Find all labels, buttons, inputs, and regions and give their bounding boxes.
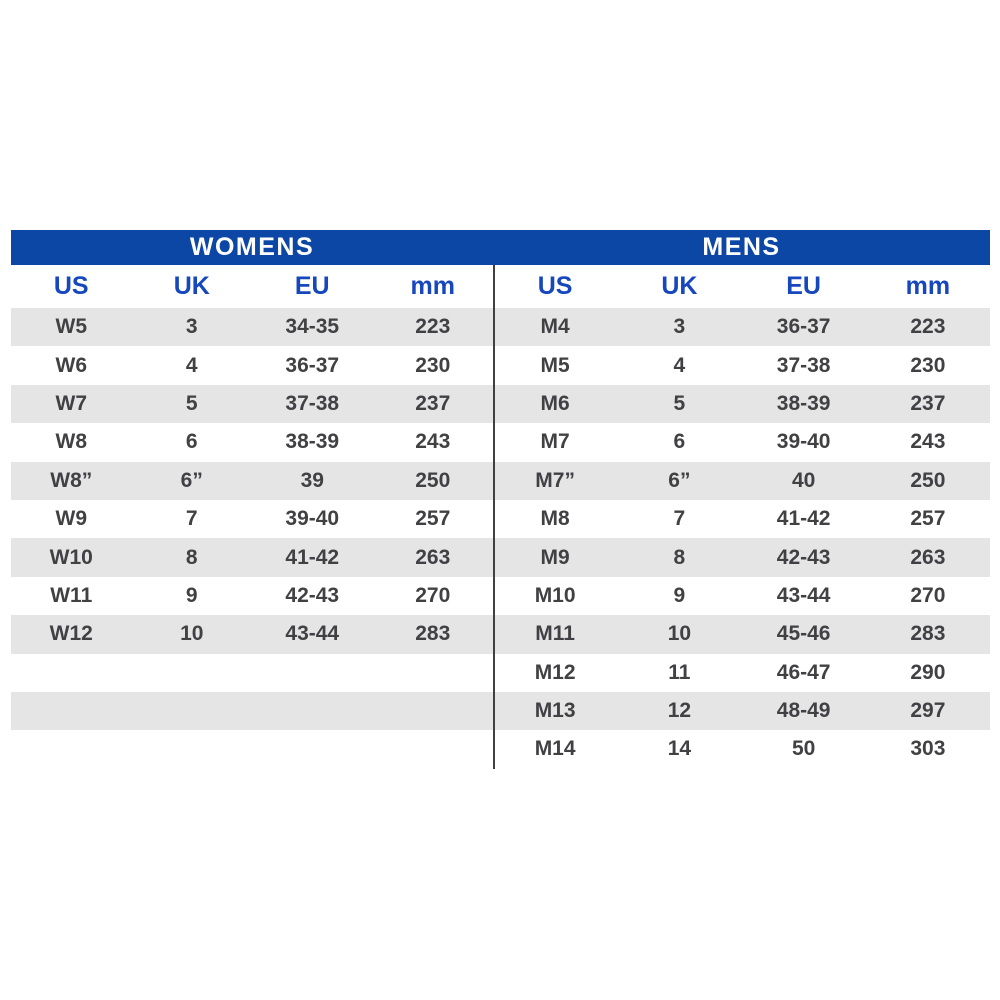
cell-eu: 36-37 xyxy=(285,353,340,377)
cell-mm: 243 xyxy=(415,430,451,454)
mens-row-cells xyxy=(493,538,990,576)
cell-eu: 41-42 xyxy=(285,545,340,569)
cell-mm: 243 xyxy=(910,430,946,454)
cell-us: M7” xyxy=(535,468,575,492)
cell-mm: 270 xyxy=(910,583,946,607)
cell-mm: 230 xyxy=(415,353,451,377)
mens-row-cells xyxy=(493,346,990,384)
table-row xyxy=(11,730,990,768)
womens-row-cells xyxy=(11,654,493,692)
cell-mm: 283 xyxy=(415,622,451,646)
cell-uk: 12 xyxy=(667,699,692,723)
cell-mm: 297 xyxy=(910,699,946,723)
cell-eu: 37-38 xyxy=(285,391,340,415)
cell-eu: 45-46 xyxy=(776,622,831,646)
cell-us: M11 xyxy=(535,622,575,646)
center-divider xyxy=(493,265,495,769)
cell-uk: 11 xyxy=(668,660,691,684)
womens-row-cells xyxy=(11,500,493,538)
table-row xyxy=(11,538,990,576)
womens-row-cells xyxy=(11,308,493,346)
womens-column-header-us: US xyxy=(53,272,89,300)
womens-row-cells xyxy=(11,692,493,730)
cell-eu xyxy=(252,692,373,730)
table-row xyxy=(11,577,990,615)
table-row xyxy=(11,462,990,500)
cell-eu: 36-37 xyxy=(776,315,831,339)
cell-mm: 290 xyxy=(910,660,946,684)
mens-row-cells xyxy=(493,500,990,538)
mens-row-cells xyxy=(493,692,990,730)
mens-row-cells xyxy=(493,462,990,500)
cell-us: W5 xyxy=(55,315,87,339)
cell-mm: 263 xyxy=(910,545,946,569)
womens-row-cells xyxy=(11,346,493,384)
cell-eu: 42-43 xyxy=(285,583,340,607)
mens-row-cells xyxy=(493,385,990,423)
cell-eu: 42-43 xyxy=(776,545,831,569)
table-body xyxy=(11,308,990,769)
cell-eu: 38-39 xyxy=(285,430,340,454)
cell-uk: 4 xyxy=(185,353,198,377)
womens-row-cells xyxy=(11,577,493,615)
cell-us xyxy=(11,730,132,768)
cell-us: W11 xyxy=(50,583,93,607)
cell-uk xyxy=(132,730,253,768)
cell-uk: 9 xyxy=(673,583,686,607)
cell-us: M7 xyxy=(540,430,570,454)
cell-mm: 303 xyxy=(910,737,946,761)
cell-mm xyxy=(373,730,494,768)
cell-uk: 3 xyxy=(185,315,198,339)
cell-uk: 8 xyxy=(185,545,198,569)
cell-mm: 283 xyxy=(910,622,946,646)
cell-mm xyxy=(373,654,494,692)
table-row xyxy=(11,346,990,384)
mens-column-header-uk: UK xyxy=(661,272,698,300)
cell-eu: 46-47 xyxy=(776,660,831,684)
table-row xyxy=(11,308,990,346)
cell-uk: 14 xyxy=(667,737,692,761)
womens-column-header-eu: EU xyxy=(294,272,330,300)
section-title-bar xyxy=(11,230,990,265)
womens-row-cells xyxy=(11,615,493,653)
table-row xyxy=(11,615,990,653)
cell-eu: 39-40 xyxy=(285,507,340,531)
cell-uk: 6 xyxy=(185,430,198,454)
mens-column-header-us: US xyxy=(537,272,573,300)
cell-uk: 6” xyxy=(668,468,691,492)
mens-row-cells xyxy=(493,423,990,461)
cell-eu: 48-49 xyxy=(776,699,831,723)
table-row xyxy=(11,423,990,461)
cell-uk: 10 xyxy=(667,622,692,646)
cell-mm: 230 xyxy=(910,353,946,377)
womens-section-title: WOMENS xyxy=(189,233,315,261)
cell-eu: 50 xyxy=(791,737,816,761)
cell-us: M10 xyxy=(534,583,576,607)
cell-us: W9 xyxy=(55,507,87,531)
cell-mm: 250 xyxy=(415,468,451,492)
cell-eu: 43-44 xyxy=(776,583,831,607)
cell-uk: 3 xyxy=(673,315,686,339)
cell-us: M9 xyxy=(540,545,570,569)
table-row xyxy=(11,385,990,423)
mens-row-cells xyxy=(493,654,990,692)
cell-us: W8 xyxy=(55,430,87,454)
womens-column-header-mm: mm xyxy=(410,272,455,300)
cell-uk: 8 xyxy=(673,545,686,569)
cell-eu: 43-44 xyxy=(285,622,340,646)
cell-mm: 237 xyxy=(415,391,451,415)
mens-column-header-mm: mm xyxy=(905,272,951,300)
cell-mm: 250 xyxy=(910,468,946,492)
cell-mm: 270 xyxy=(415,583,451,607)
mens-row-cells xyxy=(493,730,990,768)
cell-uk xyxy=(132,692,253,730)
column-header-row xyxy=(11,265,990,308)
mens-section-title: MENS xyxy=(702,233,781,261)
cell-us xyxy=(11,692,132,730)
cell-uk: 7 xyxy=(185,507,198,531)
cell-eu xyxy=(252,654,373,692)
cell-eu: 39 xyxy=(300,468,324,492)
womens-row-cells xyxy=(11,538,493,576)
cell-us: W10 xyxy=(49,545,93,569)
mens-column-header-eu: EU xyxy=(786,272,821,300)
cell-us: W7 xyxy=(55,391,87,415)
cell-us: M8 xyxy=(540,507,570,531)
cell-mm xyxy=(373,692,494,730)
table-row xyxy=(11,500,990,538)
cell-us: M12 xyxy=(534,660,576,684)
cell-us xyxy=(11,654,132,692)
cell-uk: 9 xyxy=(185,583,198,607)
cell-eu: 41-42 xyxy=(776,507,831,531)
womens-row-cells xyxy=(11,423,493,461)
cell-mm: 237 xyxy=(910,391,946,415)
shoe-size-chart xyxy=(11,230,990,769)
cell-us: W8” xyxy=(50,468,93,492)
cell-mm: 223 xyxy=(415,315,451,339)
cell-uk: 6” xyxy=(180,468,203,492)
cell-eu: 39-40 xyxy=(776,430,831,454)
cell-us: M13 xyxy=(534,699,576,723)
cell-mm: 223 xyxy=(910,315,946,339)
cell-us: M14 xyxy=(534,737,576,761)
cell-uk: 4 xyxy=(673,353,686,377)
cell-mm: 263 xyxy=(415,545,451,569)
cell-eu: 37-38 xyxy=(776,353,831,377)
mens-row-cells xyxy=(493,615,990,653)
womens-row-cells xyxy=(11,462,493,500)
womens-column-header-uk: UK xyxy=(173,272,210,300)
cell-eu: 34-35 xyxy=(285,315,340,339)
womens-column-headers xyxy=(11,265,493,308)
cell-eu xyxy=(252,730,373,768)
mens-column-headers xyxy=(493,265,990,308)
cell-uk: 5 xyxy=(185,391,198,415)
cell-uk: 5 xyxy=(673,391,686,415)
cell-uk: 7 xyxy=(673,507,686,531)
cell-us: M4 xyxy=(540,315,570,339)
cell-eu: 40 xyxy=(791,468,816,492)
cell-us: M6 xyxy=(540,391,570,415)
cell-uk xyxy=(132,654,253,692)
table-row xyxy=(11,692,990,730)
womens-row-cells xyxy=(11,730,493,768)
cell-us: W12 xyxy=(49,622,93,646)
cell-us: M5 xyxy=(540,353,570,377)
cell-eu: 38-39 xyxy=(776,391,831,415)
mens-row-cells xyxy=(493,308,990,346)
cell-mm: 257 xyxy=(415,507,451,531)
cell-uk: 10 xyxy=(180,622,204,646)
cell-us: W6 xyxy=(55,353,87,377)
womens-row-cells xyxy=(11,385,493,423)
table-row xyxy=(11,654,990,692)
cell-mm: 257 xyxy=(910,507,946,531)
mens-row-cells xyxy=(493,577,990,615)
cell-uk: 6 xyxy=(673,430,686,454)
